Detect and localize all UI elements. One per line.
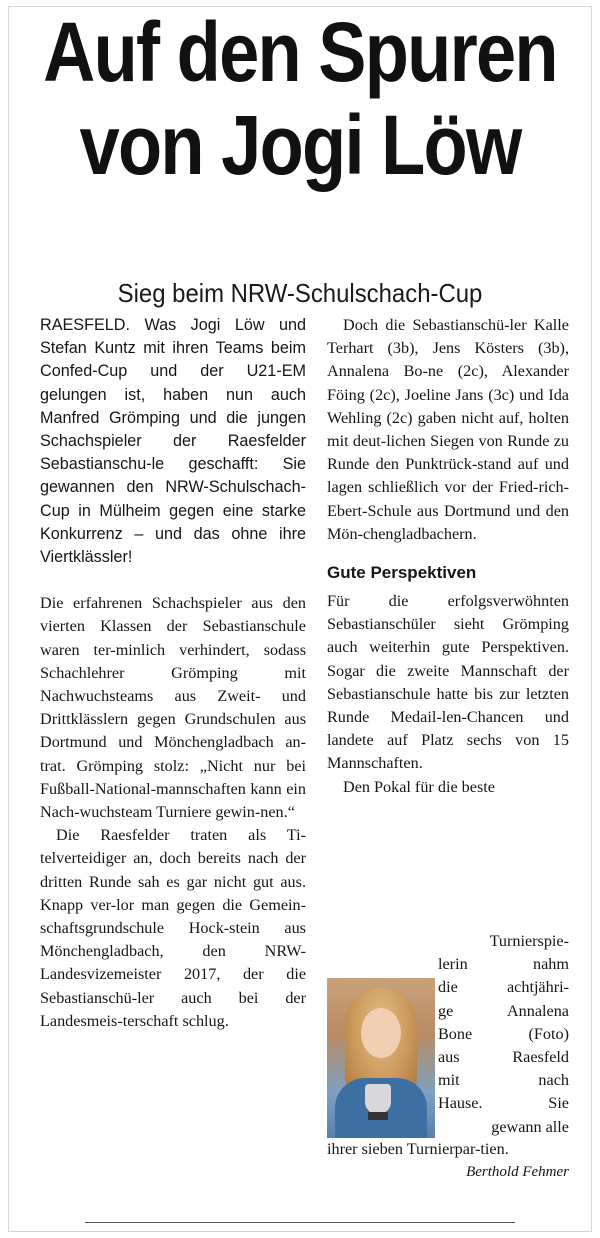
- paragraph-5-tail: ihrer sieben Turnierpar-tien.: [327, 1140, 509, 1158]
- intro-paragraph: [40, 314, 306, 569]
- body-paragraph-1: Die erfahrenen Schachspieler aus den vierten Klassen der Sebastianschule waren ter-minlich verhindert, sodass Schachlehrer Grömping mit Nachwuchsteams aus Zweit- und Drittklässlern gegen Grundschulen aus Dortmund und Mönchengladbach an-trat. Grömping stolz: „Nicht nur bei Fußball-National-mannschaften kann ein Nach-wuchsteam Turniere gewin-nen.“: [40, 594, 306, 822]
- wrap-line: Bone (Foto): [438, 1024, 569, 1043]
- wrap-line: mit nach: [438, 1071, 569, 1090]
- wrap-line: Hause. Sie: [438, 1094, 569, 1113]
- left-column: [40, 314, 306, 1033]
- photo-tail-text: [327, 1138, 569, 1184]
- wrap-line: ge Annalena: [438, 1001, 569, 1020]
- body-paragraph-2: Die Raesfelder traten als Ti-telverteidiger an, doch bereits nach der dritten Runde sah es gar nicht gut aus. Knapp ver-lor man gegen die Gemein-schaftsgrundschule Hock-stein aus Mönchengladbach, den NRW-Landesvizemeister 2017, der die Sebastianschü-ler auch bei der Landesmeis-terschaft schlug.: [40, 826, 306, 1030]
- trophy-icon: [365, 1084, 391, 1114]
- intro-text: Was Jogi Löw und Stefan Kuntz mit ihren Teams beim Confed-Cup und der U21-EM gelungen ist, haben nun auch Manfred Grömping und die jungen Schachspieler der Raesfelder Sebastianschu-le geschafft: Sie gewannen den NRW-Schulschach-Cup in Mülheim gegen eine starke Konkurrenz – und das ohne ihre Viertklässler!: [40, 316, 306, 567]
- section-subhead: Gute Perspektiven: [327, 563, 477, 583]
- photo-annalena-bone: [327, 978, 435, 1138]
- right-column: [327, 314, 569, 799]
- wrap-line: Turnierspie-: [489, 932, 569, 950]
- wrap-line: lerin nahm: [438, 955, 569, 974]
- body-paragraph-5-lead: Den Pokal für die beste: [343, 777, 495, 796]
- wrap-line: die achtjähri-: [438, 978, 569, 997]
- author-byline: Berthold Fehmer: [466, 1164, 569, 1181]
- body-paragraph-4: Für die erfolgsverwöhnten Sebastianschüler sieht Grömping auch weiterhin gute Perspektiven. Sogar die zweite Mannschaft der Sebastianschule hatte bis zur letzten Runde Medail-len-Chancen und landete auf Platz sechs von 15 Mannschaften.: [327, 592, 569, 773]
- wrap-line: aus Raesfeld: [438, 1048, 569, 1067]
- wrap-line: gewann alle: [491, 1117, 569, 1136]
- subheadline: Sieg beim NRW-Schulschach-Cup: [117, 278, 483, 308]
- dateline: RAESFELD.: [40, 316, 130, 334]
- photo-wrap-text: [438, 930, 569, 1139]
- headline: Auf den Spuren von Jogi Löw: [43, 5, 557, 192]
- footer-rule: [85, 1222, 515, 1223]
- body-paragraph-3: Doch die Sebastianschü-ler Kalle Terhart (3b), Jens Kösters (3b), Annalena Bo-ne (2c), Alexander Föing (2c), Joeline Jans (3c) und Ida Wehling (2c) gaben nicht auf, holten mit deut-lichen Siegen von Runde zu Runde den Punktrück-stand auf und lagen schließlich vor der Fried-rich-Ebert-Schule aus Dortmund und den Mön-chengladbachern.: [327, 316, 569, 543]
